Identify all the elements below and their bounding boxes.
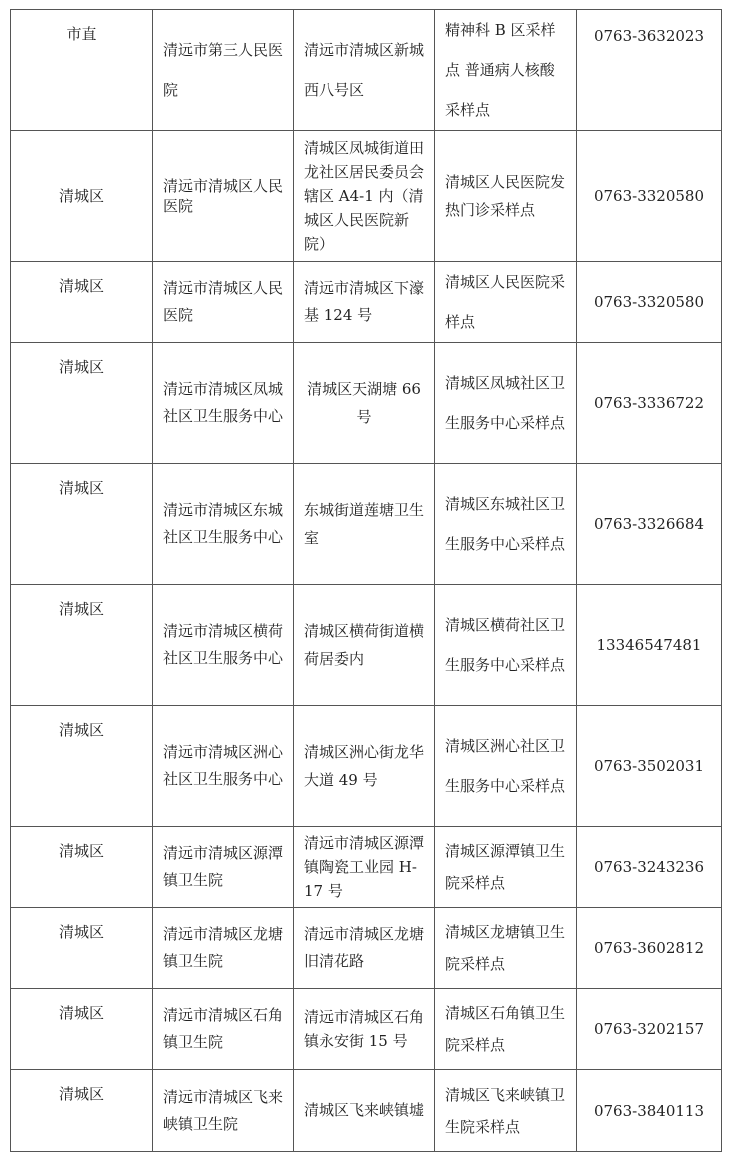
address-cell: 清城区凤城街道田龙社区居民委员会辖区 A4-1 内（清城区人民医院新院） [294, 131, 435, 262]
table-row [11, 464, 722, 585]
phone-cell: 0763-3243236 [577, 827, 722, 908]
phone-cell: 0763-3320580 [577, 262, 722, 343]
address-cell: 东城街道莲塘卫生室 [294, 464, 435, 585]
table-row [11, 827, 722, 908]
site-cell: 清城区石角镇卫生院采样点 [435, 989, 577, 1070]
address-cell: 清城区天湖塘 66 号 [294, 343, 435, 464]
hospital-cell: 清远市清城区东城社区卫生服务中心 [153, 464, 294, 585]
phone-cell: 0763-3326684 [577, 464, 722, 585]
site-cell: 精神科 B 区采样点 普通病人核酸采样点 [435, 10, 577, 131]
table-row [11, 1070, 722, 1152]
testing-sites-table [10, 9, 722, 1152]
district-cell: 清城区 [11, 585, 153, 706]
table-row [11, 989, 722, 1070]
site-cell: 清城区源潭镇卫生院采样点 [435, 827, 577, 908]
address-cell: 清远市清城区石角镇永安街 15 号 [294, 989, 435, 1070]
district-cell: 清城区 [11, 464, 153, 585]
phone-cell: 0763-3502031 [577, 706, 722, 827]
phone-cell: 0763-3336722 [577, 343, 722, 464]
address-cell: 清城区横荷街道横荷居委内 [294, 585, 435, 706]
table-row [11, 262, 722, 343]
site-cell: 清城区人民医院采样点 [435, 262, 577, 343]
hospital-cell: 清远市清城区石角镇卫生院 [153, 989, 294, 1070]
district-cell: 市直 [11, 10, 153, 131]
table-row [11, 131, 722, 262]
phone-cell: 0763-3632023 [577, 10, 722, 131]
phone-cell: 0763-3840113 [577, 1070, 722, 1152]
district-cell: 清城区 [11, 131, 153, 262]
hospital-cell: 清远市清城区凤城社区卫生服务中心 [153, 343, 294, 464]
site-cell: 清城区东城社区卫生服务中心采样点 [435, 464, 577, 585]
district-cell: 清城区 [11, 1070, 153, 1152]
phone-cell: 0763-3202157 [577, 989, 722, 1070]
district-cell: 清城区 [11, 343, 153, 464]
hospital-cell: 清远市清城区源潭镇卫生院 [153, 827, 294, 908]
address-cell: 清城区飞来峡镇墟 [294, 1070, 435, 1152]
site-cell: 清城区龙塘镇卫生院采样点 [435, 908, 577, 989]
phone-cell: 0763-3602812 [577, 908, 722, 989]
site-cell: 清城区洲心社区卫生服务中心采样点 [435, 706, 577, 827]
address-cell: 清远市清城区新城西八号区 [294, 10, 435, 131]
site-cell: 清城区飞来峡镇卫生院采样点 [435, 1070, 577, 1152]
hospital-cell: 清远市清城区人民医院 [153, 131, 294, 262]
address-cell: 清远市清城区源潭镇陶瓷工业园 H-17 号 [294, 827, 435, 908]
hospital-cell: 清远市第三人民医院 [153, 10, 294, 131]
hospital-cell: 清远市清城区飞来峡镇卫生院 [153, 1070, 294, 1152]
district-cell: 清城区 [11, 827, 153, 908]
site-cell: 清城区横荷社区卫生服务中心采样点 [435, 585, 577, 706]
phone-cell: 13346547481 [577, 585, 722, 706]
hospital-cell: 清远市清城区人民医院 [153, 262, 294, 343]
district-cell: 清城区 [11, 908, 153, 989]
hospital-cell: 清远市清城区洲心社区卫生服务中心 [153, 706, 294, 827]
district-cell: 清城区 [11, 262, 153, 343]
table-row [11, 585, 722, 706]
district-cell: 清城区 [11, 706, 153, 827]
address-cell: 清远市清城区下濠基 124 号 [294, 262, 435, 343]
hospital-cell: 清远市清城区龙塘镇卫生院 [153, 908, 294, 989]
table-row [11, 908, 722, 989]
table-row [11, 343, 722, 464]
table-row [11, 10, 722, 131]
site-cell: 清城区凤城社区卫生服务中心采样点 [435, 343, 577, 464]
district-cell: 清城区 [11, 989, 153, 1070]
address-cell: 清远市清城区龙塘旧清花路 [294, 908, 435, 989]
phone-cell: 0763-3320580 [577, 131, 722, 262]
table-row [11, 706, 722, 827]
site-cell: 清城区人民医院发热门诊采样点 [435, 131, 577, 262]
hospital-cell: 清远市清城区横荷社区卫生服务中心 [153, 585, 294, 706]
address-cell: 清城区洲心街龙华大道 49 号 [294, 706, 435, 827]
